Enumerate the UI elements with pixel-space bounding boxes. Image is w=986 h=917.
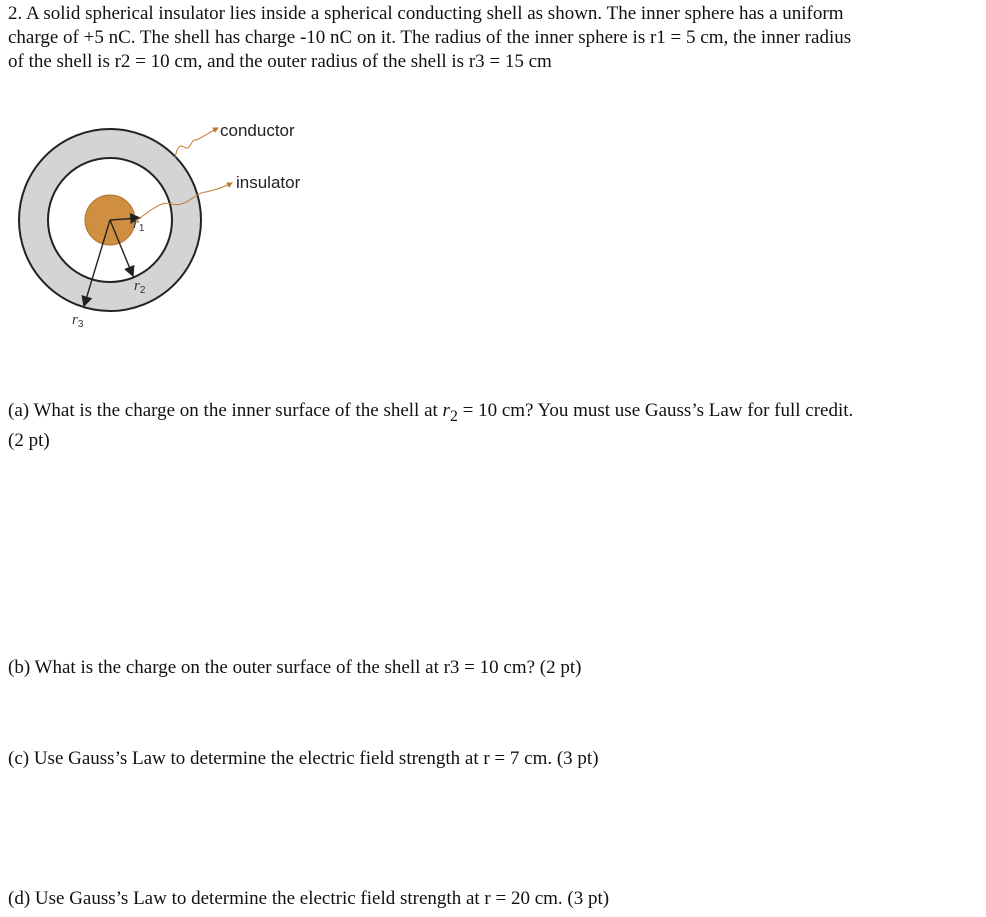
question-c: (c) Use Gauss’s Law to determine the electric field strength at r = 7 cm. (3 pt) — [8, 748, 599, 769]
r1-label: $r_1$ — [133, 216, 145, 234]
question-b: (b) What is the charge on the outer surface of the shell at r3 = 10 cm? (2 pt) — [8, 657, 582, 678]
sphere-shell-diagram — [0, 100, 360, 350]
problem-statement — [8, 2, 980, 74]
question-a — [8, 399, 984, 453]
r3-label: $r_3$ — [72, 312, 84, 330]
insulator-label: insulator — [236, 173, 301, 192]
question-a-text-after: = 10 cm? You must use Gauss’s Law for full credit. — [457, 400, 854, 421]
question-a-subscript: 2 — [449, 407, 458, 425]
conductor-label: conductor — [220, 121, 295, 140]
question-a-points: (2 pt) — [8, 429, 50, 451]
problem-statement-line-1: 2. A solid spherical insulator lies inside a spherical conducting shell as shown. The inner sphere has a uniform — [8, 3, 844, 24]
question-d: (d) Use Gauss’s Law to determine the electric field strength at r = 20 cm. (3 pt) — [8, 888, 610, 909]
r2-label: $r_2$ — [134, 278, 146, 296]
problem-statement-line-3: of the shell is r2 = 10 cm, and the outer radius of the shell is r3 = 15 cm — [8, 51, 552, 72]
question-a-variable: r — [442, 400, 450, 421]
question-a-text-before: (a) What is the charge on the inner surface of the shell at — [8, 400, 443, 421]
conductor-leader-line — [175, 128, 218, 158]
question-a-line-1 — [8, 399, 984, 429]
problem-statement-line-2: charge of +5 nC. The shell has charge -10 nC on it. The radius of the inner sphere is r1 = 5 cm, the inner radius — [8, 27, 852, 48]
